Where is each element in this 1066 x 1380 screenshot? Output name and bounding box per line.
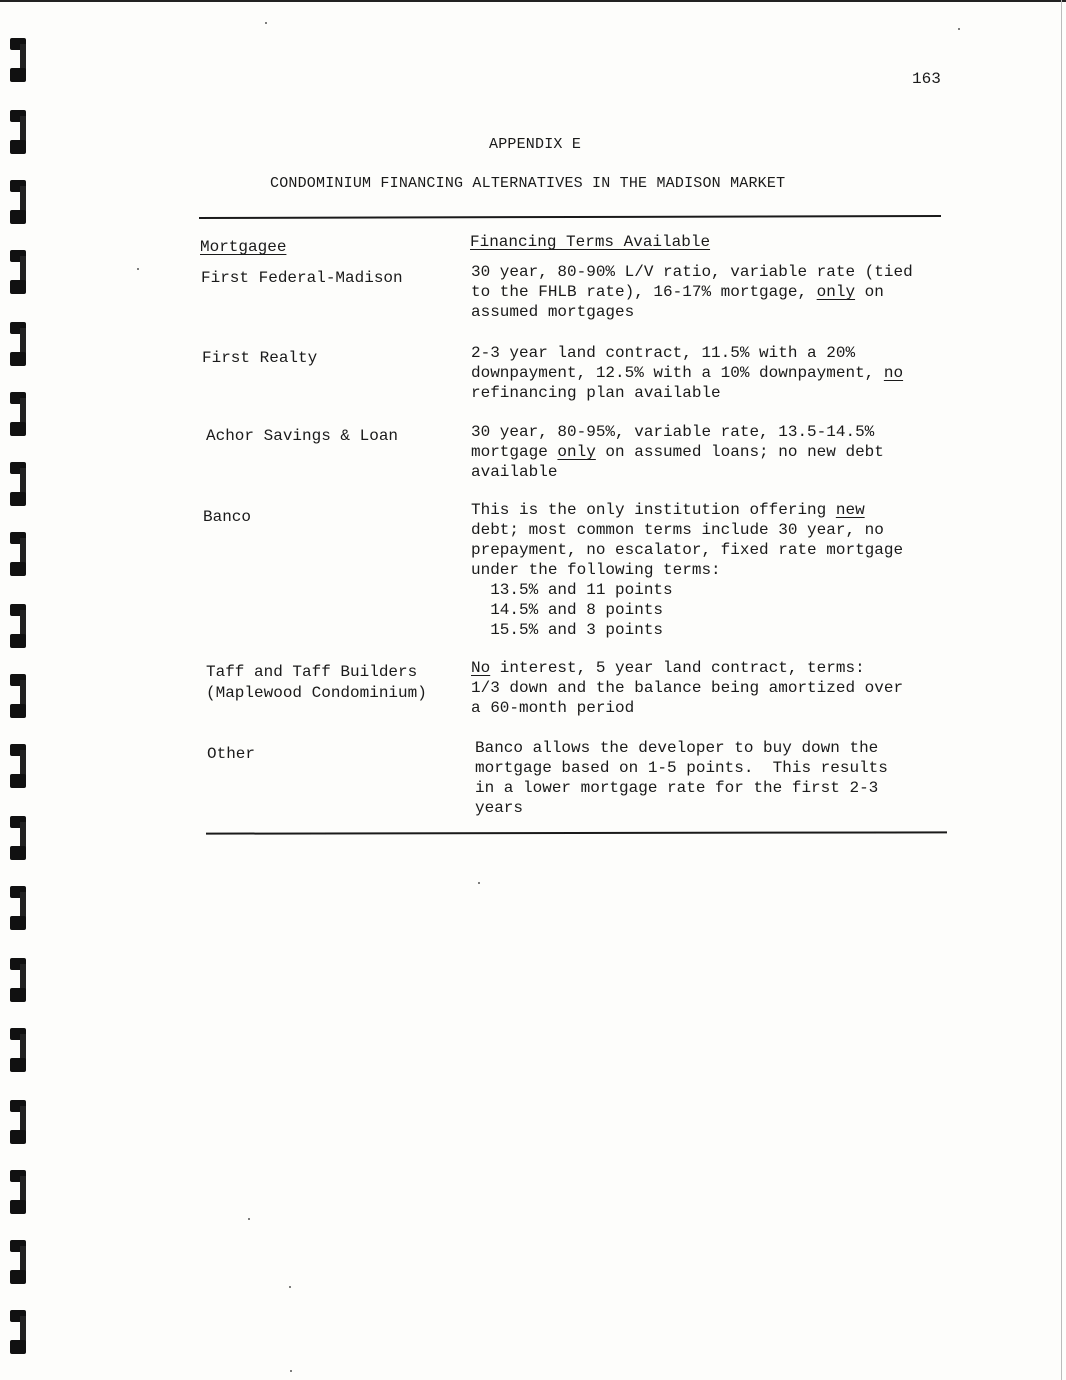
column-header-terms: Financing Terms Available	[470, 233, 711, 251]
column-header-mortgagee: Mortgagee	[200, 238, 287, 256]
binding-hole	[6, 886, 28, 930]
binding-hole	[6, 322, 28, 366]
page-top-edge	[0, 0, 1066, 2]
spiral-binding-holes	[6, 0, 30, 1380]
paper-speck	[958, 28, 960, 30]
mortgagee-taff-builders: Taff and Taff Builders (Maplewood Condominium)	[206, 663, 427, 702]
binding-hole	[6, 604, 28, 648]
binding-hole	[6, 462, 28, 506]
binding-hole	[6, 532, 28, 576]
terms-taff-builders: No interest, 5 year land contract, terms: 1/3 down and the balance being amortized over a 60-month period	[471, 659, 904, 717]
binding-hole	[6, 250, 28, 294]
paper-speck	[289, 1286, 291, 1288]
terms-first-federal: 30 year, 80-90% L/V ratio, variable rate (tied to the FHLB rate), 16-17% mortgage, only on assumed mortgages	[471, 263, 913, 321]
paper-speck	[137, 268, 139, 270]
terms-banco: This is the only institution offering new debt; most common terms include 30 year, no prepayment, no escalator, fixed rate mortgage under the following terms: 13.5% and 11 points 14.5% and 8 points 15.5% and 3 points	[471, 501, 904, 639]
binding-hole	[6, 180, 28, 224]
page-right-edge	[1061, 0, 1062, 1380]
paper-speck	[290, 1370, 292, 1372]
mortgagee-other: Other	[207, 745, 256, 763]
binding-hole	[6, 674, 28, 718]
table-bottom-rule	[206, 831, 947, 834]
table-top-rule	[199, 215, 941, 219]
binding-hole	[6, 1240, 28, 1284]
paper-speck	[248, 1218, 250, 1220]
binding-hole	[6, 1100, 28, 1144]
mortgagee-banco: Banco	[203, 508, 252, 526]
mortgagee-first-federal: First Federal-Madison	[201, 269, 403, 287]
binding-hole	[6, 1170, 28, 1214]
page-number: 163	[912, 70, 941, 88]
terms-other: Banco allows the developer to buy down the mortgage based on 1-5 points. This results in a lower mortgage rate for the first 2-3 years	[475, 739, 888, 817]
binding-hole	[6, 110, 28, 154]
mortgagee-achor-savings: Achor Savings & Loan	[206, 427, 399, 445]
mortgagee-first-realty: First Realty	[202, 349, 318, 367]
document-title: CONDOMINIUM FINANCING ALTERNATIVES IN THE MADISON MARKET	[270, 175, 786, 192]
binding-hole	[6, 744, 28, 788]
binding-hole	[6, 1028, 28, 1072]
binding-hole	[6, 958, 28, 1002]
binding-hole	[6, 38, 28, 82]
binding-hole	[6, 816, 28, 860]
terms-first-realty: 2-3 year land contract, 11.5% with a 20% downpayment, 12.5% with a 10% downpayment, no refinancing plan available	[471, 344, 904, 402]
paper-speck	[478, 882, 480, 884]
appendix-title: APPENDIX E	[489, 136, 582, 153]
binding-hole	[6, 1310, 28, 1354]
paper-speck	[265, 22, 267, 24]
binding-hole	[6, 392, 28, 436]
terms-achor-savings: 30 year, 80-95%, variable rate, 13.5-14.5% mortgage only on assumed loans; no new debt available	[471, 423, 884, 481]
